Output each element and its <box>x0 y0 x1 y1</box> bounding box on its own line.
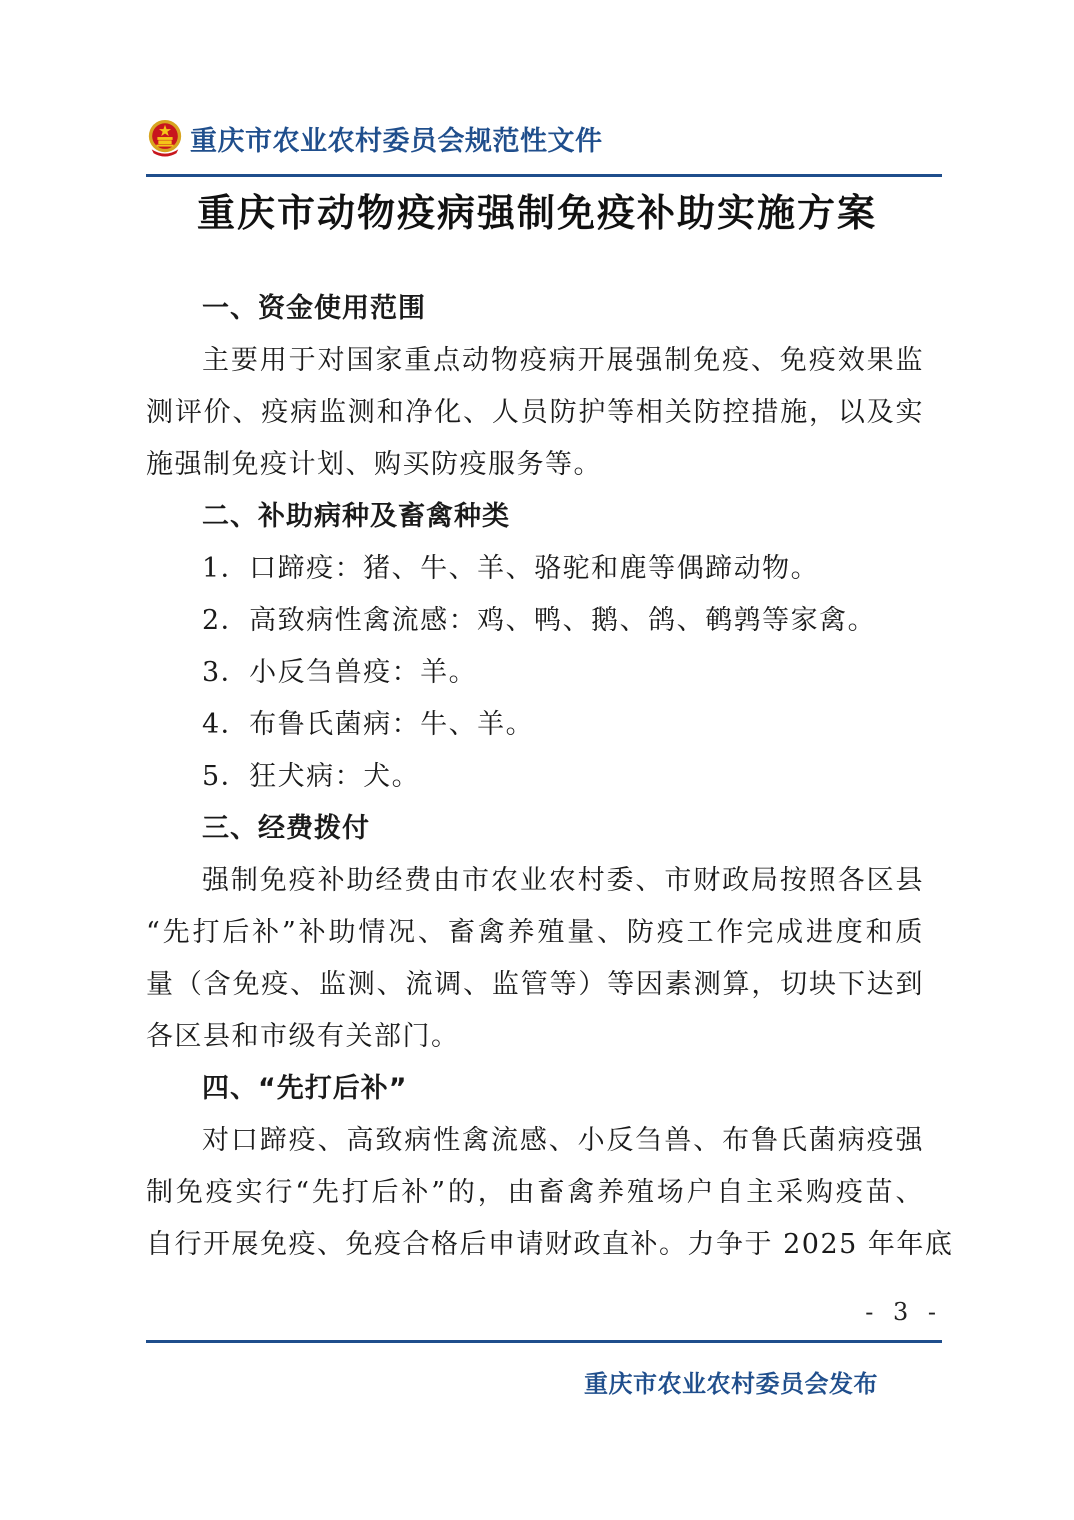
paragraph-line: 自行开展免疫、免疫合格后申请财政直补。力争于 2025 年年底 <box>146 1229 954 1260</box>
list-item: 3．小反刍兽疫：羊。 <box>202 657 478 688</box>
header-divider <box>146 174 942 177</box>
footer-publisher: 重庆市农业农村委员会发布 <box>584 1370 878 1398</box>
paragraph-line: 对口蹄疫、高致病性禽流感、小反刍兽、布鲁氏菌病疫强 <box>202 1125 924 1156</box>
section-heading: 三、经费拨付 <box>202 813 370 844</box>
paragraph-line: 制免疫实行“先打后补”的，由畜禽养殖场户自主采购疫苗、 <box>146 1177 924 1208</box>
paragraph-line: 测评价、疫病监测和净化、人员防护等相关防控措施，以及实 <box>146 397 924 428</box>
list-item: 5．狂犬病：犬。 <box>202 761 421 792</box>
footer-divider <box>146 1340 942 1343</box>
list-item: 4．布鲁氏菌病：牛、羊。 <box>202 709 535 740</box>
section-heading: 四、“先打后补” <box>202 1073 408 1104</box>
header-title: 重庆市农业农村委员会规范性文件 <box>190 125 603 157</box>
paragraph-line: 各区县和市级有关部门。 <box>146 1021 460 1052</box>
national-emblem-icon <box>146 118 184 158</box>
document-title: 重庆市动物疫病强制免疫补助实施方案 <box>196 191 877 235</box>
page-number: - 3 - <box>865 1298 942 1326</box>
section-heading: 二、补助病种及畜禽种类 <box>202 501 510 532</box>
list-item: 1．口蹄疫：猪、牛、羊、骆驼和鹿等偶蹄动物。 <box>202 553 820 584</box>
paragraph-line: 主要用于对国家重点动物疫病开展强制免疫、免疫效果监 <box>202 345 924 376</box>
paragraph-line: 强制免疫补助经费由市农业农村委、市财政局按照各区县 <box>202 865 924 896</box>
document-header <box>146 118 603 158</box>
paragraph-line: 施强制免疫计划、购买防疫服务等。 <box>146 449 602 480</box>
section-heading: 一、资金使用范围 <box>202 293 426 324</box>
list-item: 2．高致病性禽流感：鸡、鸭、鹅、鸽、鹌鹑等家禽。 <box>202 605 877 636</box>
paragraph-line: 量（含免疫、监测、流调、监管等）等因素测算，切块下达到 <box>146 969 924 1000</box>
document-body <box>146 283 954 1271</box>
paragraph-line: “先打后补”补助情况、畜禽养殖量、防疫工作完成进度和质 <box>146 917 924 948</box>
